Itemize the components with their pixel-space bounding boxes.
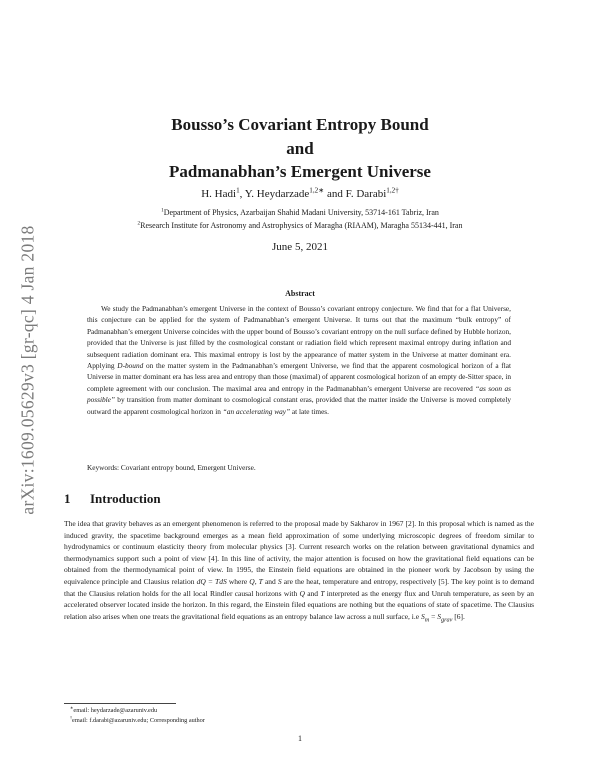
author-affiliation-mark: 1,2† <box>386 186 399 195</box>
body-text: = <box>429 611 438 621</box>
body-text: and <box>262 576 278 586</box>
footnote-text: email: f.darabi@azaruniv.edu; Corresponding author <box>72 717 205 724</box>
abstract-heading: Abstract <box>285 289 315 298</box>
author-list <box>0 188 600 200</box>
author-affiliation-mark: 1 <box>236 186 240 195</box>
abstract-text: by transition from matter dominant to cosmological constant eras, provided that the matter inside the Universe is moved completely outward the apparent cosmological horizon in <box>87 395 511 416</box>
footnote-mark: ∗ <box>70 704 74 710</box>
arxiv-identifier: arXiv:1609.05629v3 [gr-qc] 4 Jan 2018 <box>17 225 38 515</box>
abstract-emphasis: “an accelerating way” <box>222 406 291 416</box>
footnote-mark: † <box>70 714 73 720</box>
footnote-text: email: heydarzade@azaruniv.edu <box>73 707 158 714</box>
author-affiliation-mark: 1,2∗ <box>309 186 325 195</box>
body-text: are the heat, temperature and entropy, respectively [5]. The key point is to demand that the Clausius relation holds for the all local Rindler causal horizons with <box>64 576 534 598</box>
footnote-1 <box>70 704 158 714</box>
abstract-emphasis: D-bound <box>117 361 144 371</box>
author-separator: and <box>324 188 346 200</box>
body-text: where <box>226 576 250 586</box>
body-text: The idea that gravity behaves as an emergent phenomenon is referred to the proposal made by Sakharov in 1967 [2]. In this proposal which is named as the induced gravity, the spacetime background emerges as a mean field approximation of some underlying microscopic degrees of freedom similar to hydrodynamics or continuum elasticity theory from molecular physics [3]. Current research works on the relation between gravitational dynamics and thermodynamics support such a point of view [4]. In this line of activity, the major attention is focused on how the gravitational field equations can be obtained from the thermodynamical point of view. In 1995, the Einstein field equations are obtained in the pioneer work by Jacobson by using the equivalence principle and Clausius relation <box>64 519 534 586</box>
math-inline: S <box>437 611 441 621</box>
introduction-paragraph <box>64 518 534 626</box>
paper-title-line-2: and <box>286 139 314 158</box>
math-inline: Q <box>249 576 255 586</box>
paper-title-line-3: Padmanabhan’s Emergent Universe <box>169 162 431 181</box>
author-name: H. Hadi <box>201 188 237 200</box>
section-heading <box>64 491 161 507</box>
affiliation-text: Department of Physics, Azarbaijan Shahid Madani University, 53714-161 Tabriz, Iran <box>163 208 439 217</box>
abstract-text: We study the Padmanabhan’s emergent Universe in the context of Bousso’s covariant entropy conjecture. We find that for a flat Universe, this conjecture can be applied for the system of Padmanabhan’s emergent Universe. It turns out that the maximum “bulk entropy” of Padmanabhan’s emergent Universe coincides with the upper bound of Bousso’s covariant entropy on the null surface defined by Hubble horizon, provided that the Universe is just filled by the cosmological constant or radiation field which represent maximal entropy during inflation and subsequent radiation dominant era. This maximal entropy is lost by the appearance of matter system in the Universe at matter dominant era. Applying <box>87 304 511 371</box>
footnote-2 <box>70 714 205 724</box>
body-text: [6]. <box>452 611 465 621</box>
affiliation-mark: 1 <box>161 207 164 214</box>
abstract-body <box>87 303 511 417</box>
paper-title-line-1: Bousso’s Covariant Entropy Bound <box>171 115 429 134</box>
math-inline: Q <box>299 588 305 598</box>
author-separator: , <box>239 188 245 200</box>
abstract-text: at late times. <box>290 406 329 416</box>
body-text: , <box>254 576 259 586</box>
paper-date: June 5, 2021 <box>272 241 328 253</box>
author-name: F. Darabi <box>345 188 387 200</box>
math-inline: T <box>320 588 325 598</box>
math-inline: dQ = TdS <box>196 576 227 586</box>
body-text: interpreted as the energy flux and Unruh temperature, as seen by an accelerated observer located inside the horizon. In this regard, the Einstein filed equations are nothing but the equations of state of spacetime. The Clausius relation also arises when one treats the gravitational field equations as an entropy balance law across a null surface, i.e <box>64 588 535 621</box>
math-subscript: m <box>424 616 430 624</box>
math-inline: T <box>258 576 263 586</box>
body-text: and <box>304 588 321 598</box>
section-number: 1 <box>64 491 71 506</box>
section-title: Introduction <box>90 491 161 506</box>
math-inline: S <box>420 611 425 621</box>
footnote-rule <box>64 703 176 704</box>
affiliation-1 <box>0 208 600 217</box>
affiliation-2 <box>0 221 600 230</box>
keywords: Keywords: Covariant entropy bound, Emergent Universe. <box>87 463 256 472</box>
affiliation-text: Research Institute for Astronomy and Astrophysics of Maragha (RIAAM), Maragha 55134-441, Iran <box>140 221 463 230</box>
abstract-emphasis: “as soon as possible” <box>87 383 512 405</box>
math-subscript: grav <box>440 616 453 624</box>
abstract-text: on the matter system in the Padmanabhan’s emergent Universe, we find that the apparent cosmological horizon of a flat Universe in matter dominant era has less area and entropy than those (maximal) of apparent cosmological horizon of an empty de-Sitter space, in complete agreement with our conclusion. The maximal area and entropy in the Padmanabhan’s emergent Universe are recovered <box>87 361 512 393</box>
math-inline: S <box>277 576 282 586</box>
author-name: Y. Heydarzade <box>244 188 310 200</box>
affiliation-mark: 2 <box>137 220 141 227</box>
page-number: 1 <box>298 734 302 743</box>
